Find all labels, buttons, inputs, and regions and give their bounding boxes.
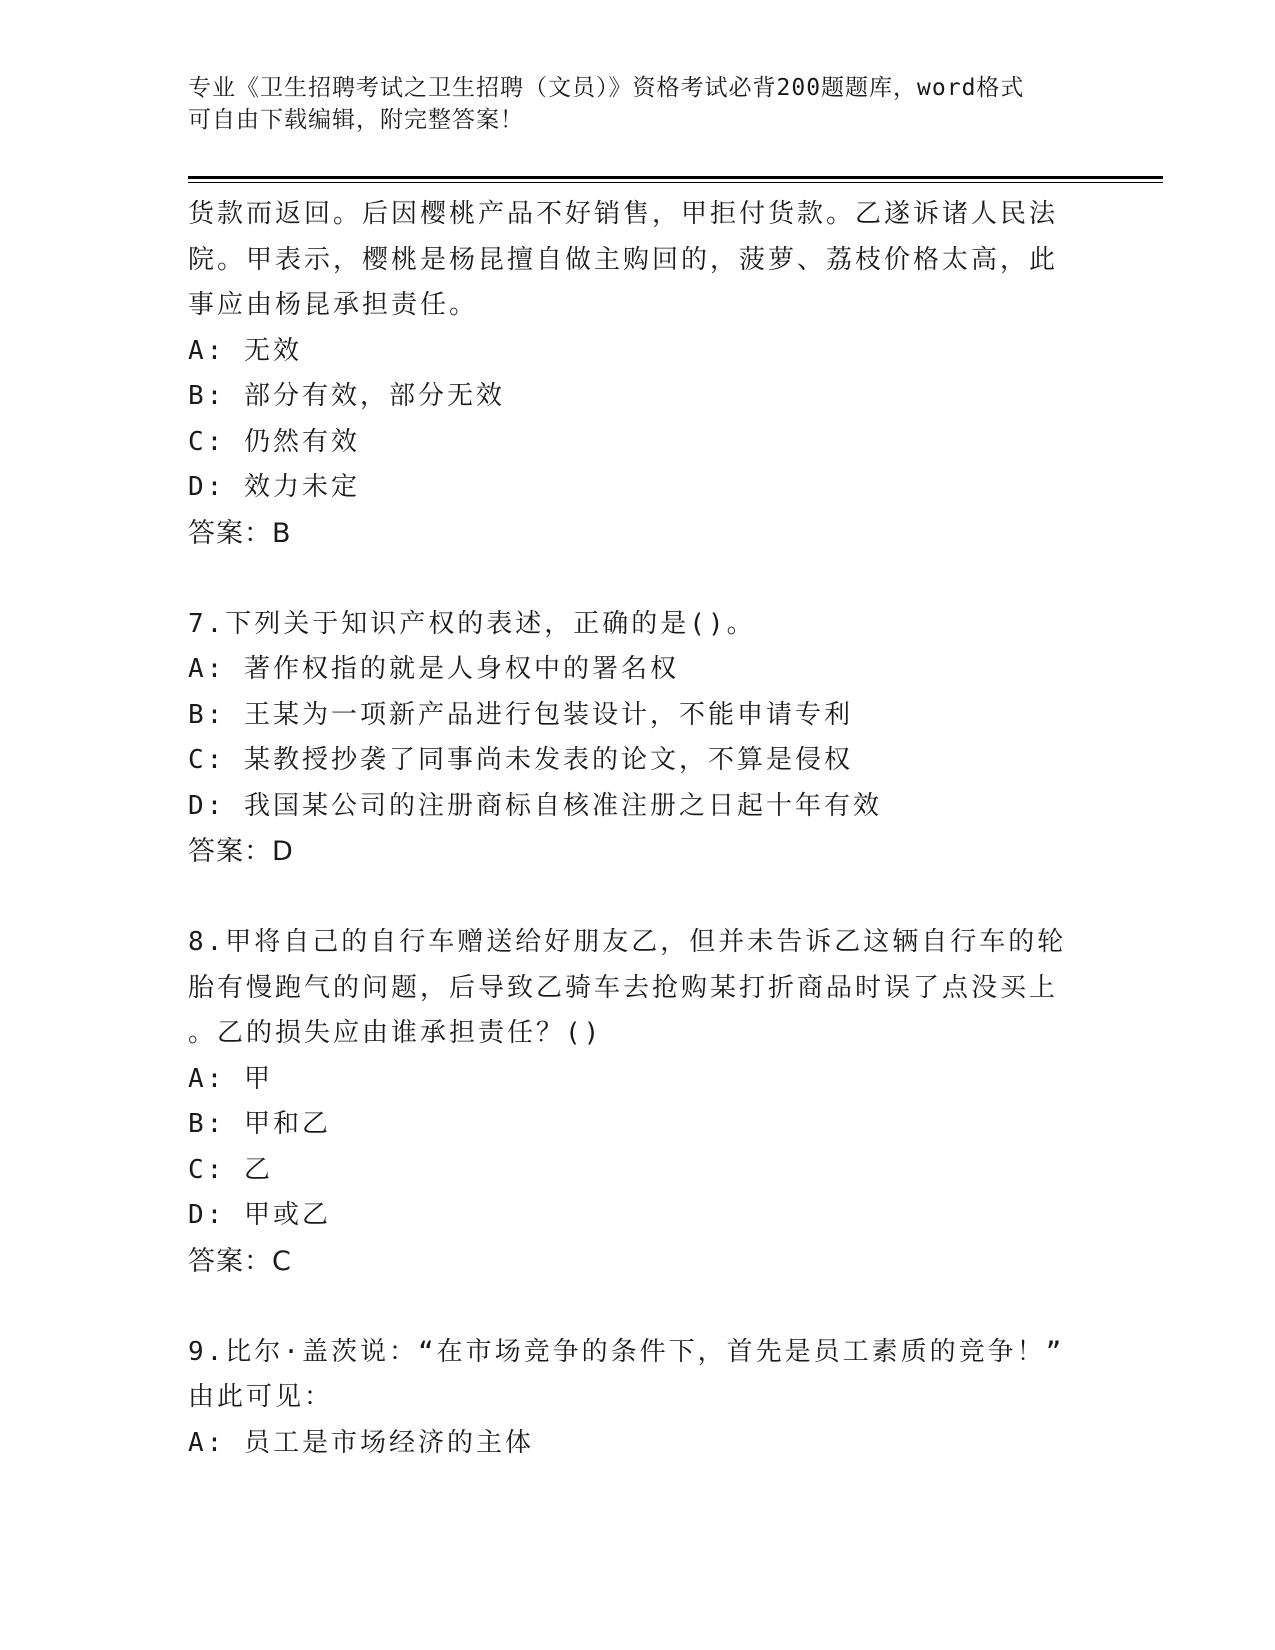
question-text-line: 8.甲将自己的自行车赠送给好朋友乙，但并未告诉乙这辆自行车的轮 (188, 927, 1067, 957)
option-d: D: 我国某公司的注册商标自核准注册之日起十年有效 (188, 790, 882, 821)
option-a: A: 员工是市场经济的主体 (188, 1427, 534, 1458)
option-d: D: 甲或乙 (188, 1200, 331, 1230)
header-divider-thick (188, 176, 1163, 179)
header-title-line-1: 专业《卫生招聘考试之卫生招聘（文员）》资格考试必背200题题库，word格式 (188, 75, 1025, 101)
question-text-line: 由此可见： (188, 1382, 334, 1412)
question-text-line: 胎有慢跑气的问题，后导致乙骑车去抢购某打折商品时误了点没买上 (188, 972, 1059, 1003)
option-c: C: 仍然有效 (188, 426, 360, 457)
option-a: A: 甲 (188, 1063, 273, 1094)
answer-label: 答案：B (188, 517, 292, 549)
spacer (188, 875, 1068, 921)
header-title-line-2: 可自由下载编辑，附完整答案！ (188, 107, 524, 133)
question-text-line: 。乙的损失应由谁承担责任？() (188, 1018, 603, 1048)
question-list (188, 192, 1068, 1466)
question-6 (188, 192, 1068, 556)
option-b: B: 王某为一项新产品进行包装设计，不能申请专利 (188, 699, 853, 730)
question-text-line: 院。甲表示，樱桃是杨昆擅自做主购回的，菠萝、荔枝价格太高，此 (188, 244, 1059, 275)
answer-label: 答案：C (188, 1245, 292, 1277)
option-b: B: 甲和乙 (188, 1109, 331, 1139)
option-a: A: 著作权指的就是人身权中的署名权 (188, 654, 679, 684)
question-text-line: 事应由杨昆承担责任。 (188, 290, 479, 320)
question-9 (188, 1330, 1068, 1467)
option-a: A: 无效 (188, 335, 302, 366)
header-divider-thin (188, 182, 1163, 183)
question-text-line: 货款而返回。后因樱桃产品不好销售，甲拒付货款。乙遂诉诸人民法 (188, 199, 1059, 229)
option-c: C: 乙 (188, 1154, 273, 1185)
question-text-line: 9.比尔·盖茨说：“在市场竞争的条件下，首先是员工素质的竞争！” (188, 1336, 1065, 1367)
spacer (188, 556, 1068, 602)
option-c: C: 某教授抄袭了同事尚未发表的论文，不算是侵权 (188, 745, 853, 775)
question-8 (188, 920, 1068, 1284)
option-d: D: 效力未定 (188, 472, 360, 502)
question-7 (188, 602, 1068, 875)
document-header (188, 72, 1088, 136)
question-text-line: 7.下列关于知识产权的表述，正确的是()。 (188, 608, 756, 639)
spacer (188, 1284, 1068, 1330)
option-b: B: 部分有效，部分无效 (188, 381, 505, 411)
answer-label: 答案：D (188, 836, 294, 867)
